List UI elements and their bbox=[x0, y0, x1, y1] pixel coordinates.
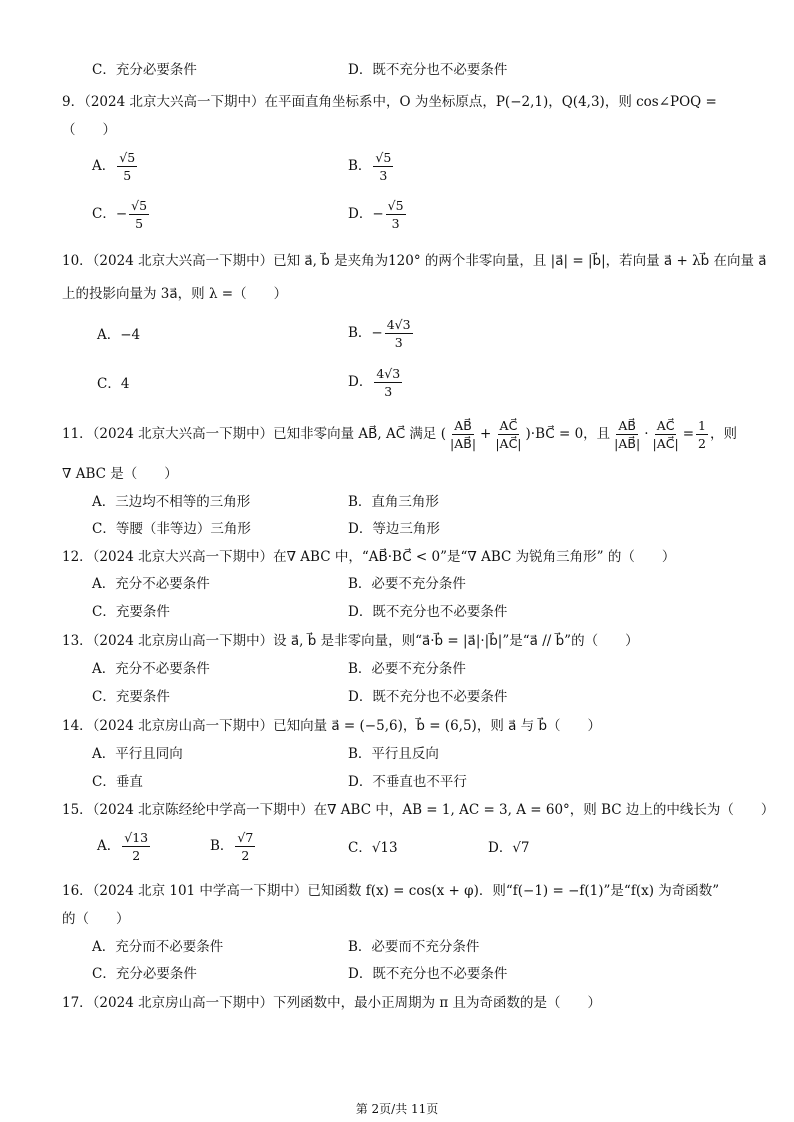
q16-option-c: C．充分必要条件 bbox=[92, 966, 197, 982]
q15-option-c: C．√13 bbox=[348, 840, 398, 856]
q14-option-d: D．不垂直也不平行 bbox=[348, 774, 467, 790]
q16-option-d: D．既不充分也不必要条件 bbox=[348, 966, 508, 982]
q9-option-b: B． $\frac{√5}{3}$ bbox=[348, 150, 392, 183]
q12-option-c: C．充要条件 bbox=[92, 604, 170, 620]
q10-option-c: C．4 bbox=[97, 376, 130, 392]
q12-option-a: A．充分不必要条件 bbox=[92, 576, 210, 592]
q9-answer-bracket: （ ） bbox=[62, 122, 116, 138]
q10-option-a: A．−4 bbox=[97, 327, 141, 343]
q16-stem: 16．（2024 北京 101 中学高一下期中）已知函数 f(x) = cos(x + φ)．则“f(−1) = −f(1)”是“f(x) 为奇函数” bbox=[62, 883, 720, 899]
q15-option-d: D．√7 bbox=[488, 840, 530, 856]
q12-option-b: B．必要不充分条件 bbox=[348, 576, 466, 592]
q13-option-d: D．既不充分也不必要条件 bbox=[348, 689, 508, 705]
q14-option-b: B．平行且反向 bbox=[348, 746, 439, 762]
q10-option-b: B．− $\frac{4√3}{3}$ bbox=[348, 317, 411, 350]
q13-option-b: B．必要不充分条件 bbox=[348, 661, 466, 677]
q13-stem: 13．（2024 北京房山高一下期中）设 a⃗, b⃗ 是非零向量，则“a⃗·b⃗ = |a⃗|·|b⃗|”是“a⃗ // b⃗”的（ ） bbox=[62, 633, 639, 649]
q11-option-a: A．三边均不相等的三角形 bbox=[92, 494, 251, 510]
q10-stem-continued: 上的投影向量为 3a⃗，则 λ =（ ） bbox=[62, 286, 288, 302]
q17-stem: 17．（2024 北京房山高一下期中）下列函数中，最小正周期为 π 且为奇函数的是（ ） bbox=[62, 995, 602, 1011]
q8-option-d: D．既不充分也不必要条件 bbox=[348, 62, 508, 78]
q10-option-d: D． $\frac{4√3}{3}$ bbox=[348, 366, 401, 399]
q14-option-a: A．平行且同向 bbox=[92, 746, 183, 762]
q14-stem: 14．（2024 北京房山高一下期中）已知向量 a⃗ = (−5,6)，b⃗ = (6,5)，则 a⃗ 与 b⃗（ ） bbox=[62, 718, 602, 734]
q11-option-d: D．等边三角形 bbox=[348, 521, 440, 537]
q12-option-d: D．既不充分也不必要条件 bbox=[348, 604, 508, 620]
q11-stem: 11．（2024 北京大兴高一下期中）已知非零向量 AB⃗, AC⃗ 满足 ( $\frac{AB⃗}{|AB⃗|}$ + $\frac{AC⃗}{|AC⃗|}$ )·BC⃗ = 0，且 $\frac{AB⃗}{|AB⃗|}$ · $\frac{AC⃗}{|AC⃗|}$ = $\frac{1}{2}$ ，则 bbox=[62, 418, 737, 451]
q9-option-a: A． $\frac{√5}{5}$ bbox=[92, 150, 136, 183]
q14-option-c: C．垂直 bbox=[92, 774, 143, 790]
q13-option-a: A．充分不必要条件 bbox=[92, 661, 210, 677]
q12-stem: 12．（2024 北京大兴高一下期中）在∇ ABC 中，“AB⃗·BC⃗ < 0”是“∇ ABC 为锐角三角形” 的（ ） bbox=[62, 549, 676, 565]
q9-stem: 9．（2024 北京大兴高一下期中）在平面直角坐标系中，O 为坐标原点，P(−2,1)，Q(4,3)，则 cos∠POQ = bbox=[62, 94, 717, 110]
q9-option-d: D．− $\frac{√5}{3}$ bbox=[348, 198, 404, 231]
q10-stem: 10．（2024 北京大兴高一下期中）已知 a⃗, b⃗ 是夹角为120° 的两个非零向量，且 |a⃗| = |b⃗|，若向量 a⃗ + λb⃗ 在向量 a⃗ bbox=[62, 253, 767, 269]
q15-stem: 15．（2024 北京陈经纶中学高一下期中）在∇ ABC 中，AB = 1, AC = 3, A = 60°，则 BC 边上的中线长为（ ） bbox=[62, 802, 775, 818]
q11-option-c: C．等腰（非等边）三角形 bbox=[92, 521, 251, 537]
q16-stem-continued: 的（ ） bbox=[62, 911, 130, 927]
q16-option-b: B．必要而不充分条件 bbox=[348, 939, 480, 955]
q15-option-a: A． $\frac{√13}{2}$ bbox=[97, 830, 149, 863]
q16-option-a: A．充分而不必要条件 bbox=[92, 939, 224, 955]
q15-option-b: B． $\frac{√7}{2}$ bbox=[210, 830, 254, 863]
q9-option-c: C．− $\frac{√5}{5}$ bbox=[92, 198, 148, 231]
q11-stem-continued: ∇ ABC 是（ ） bbox=[62, 466, 178, 482]
page-footer: 第 2页/共 11页 bbox=[355, 1102, 439, 1116]
q13-option-c: C．充要条件 bbox=[92, 689, 170, 705]
q11-option-b: B．直角三角形 bbox=[348, 494, 439, 510]
q8-option-c: C．充分必要条件 bbox=[92, 62, 197, 78]
